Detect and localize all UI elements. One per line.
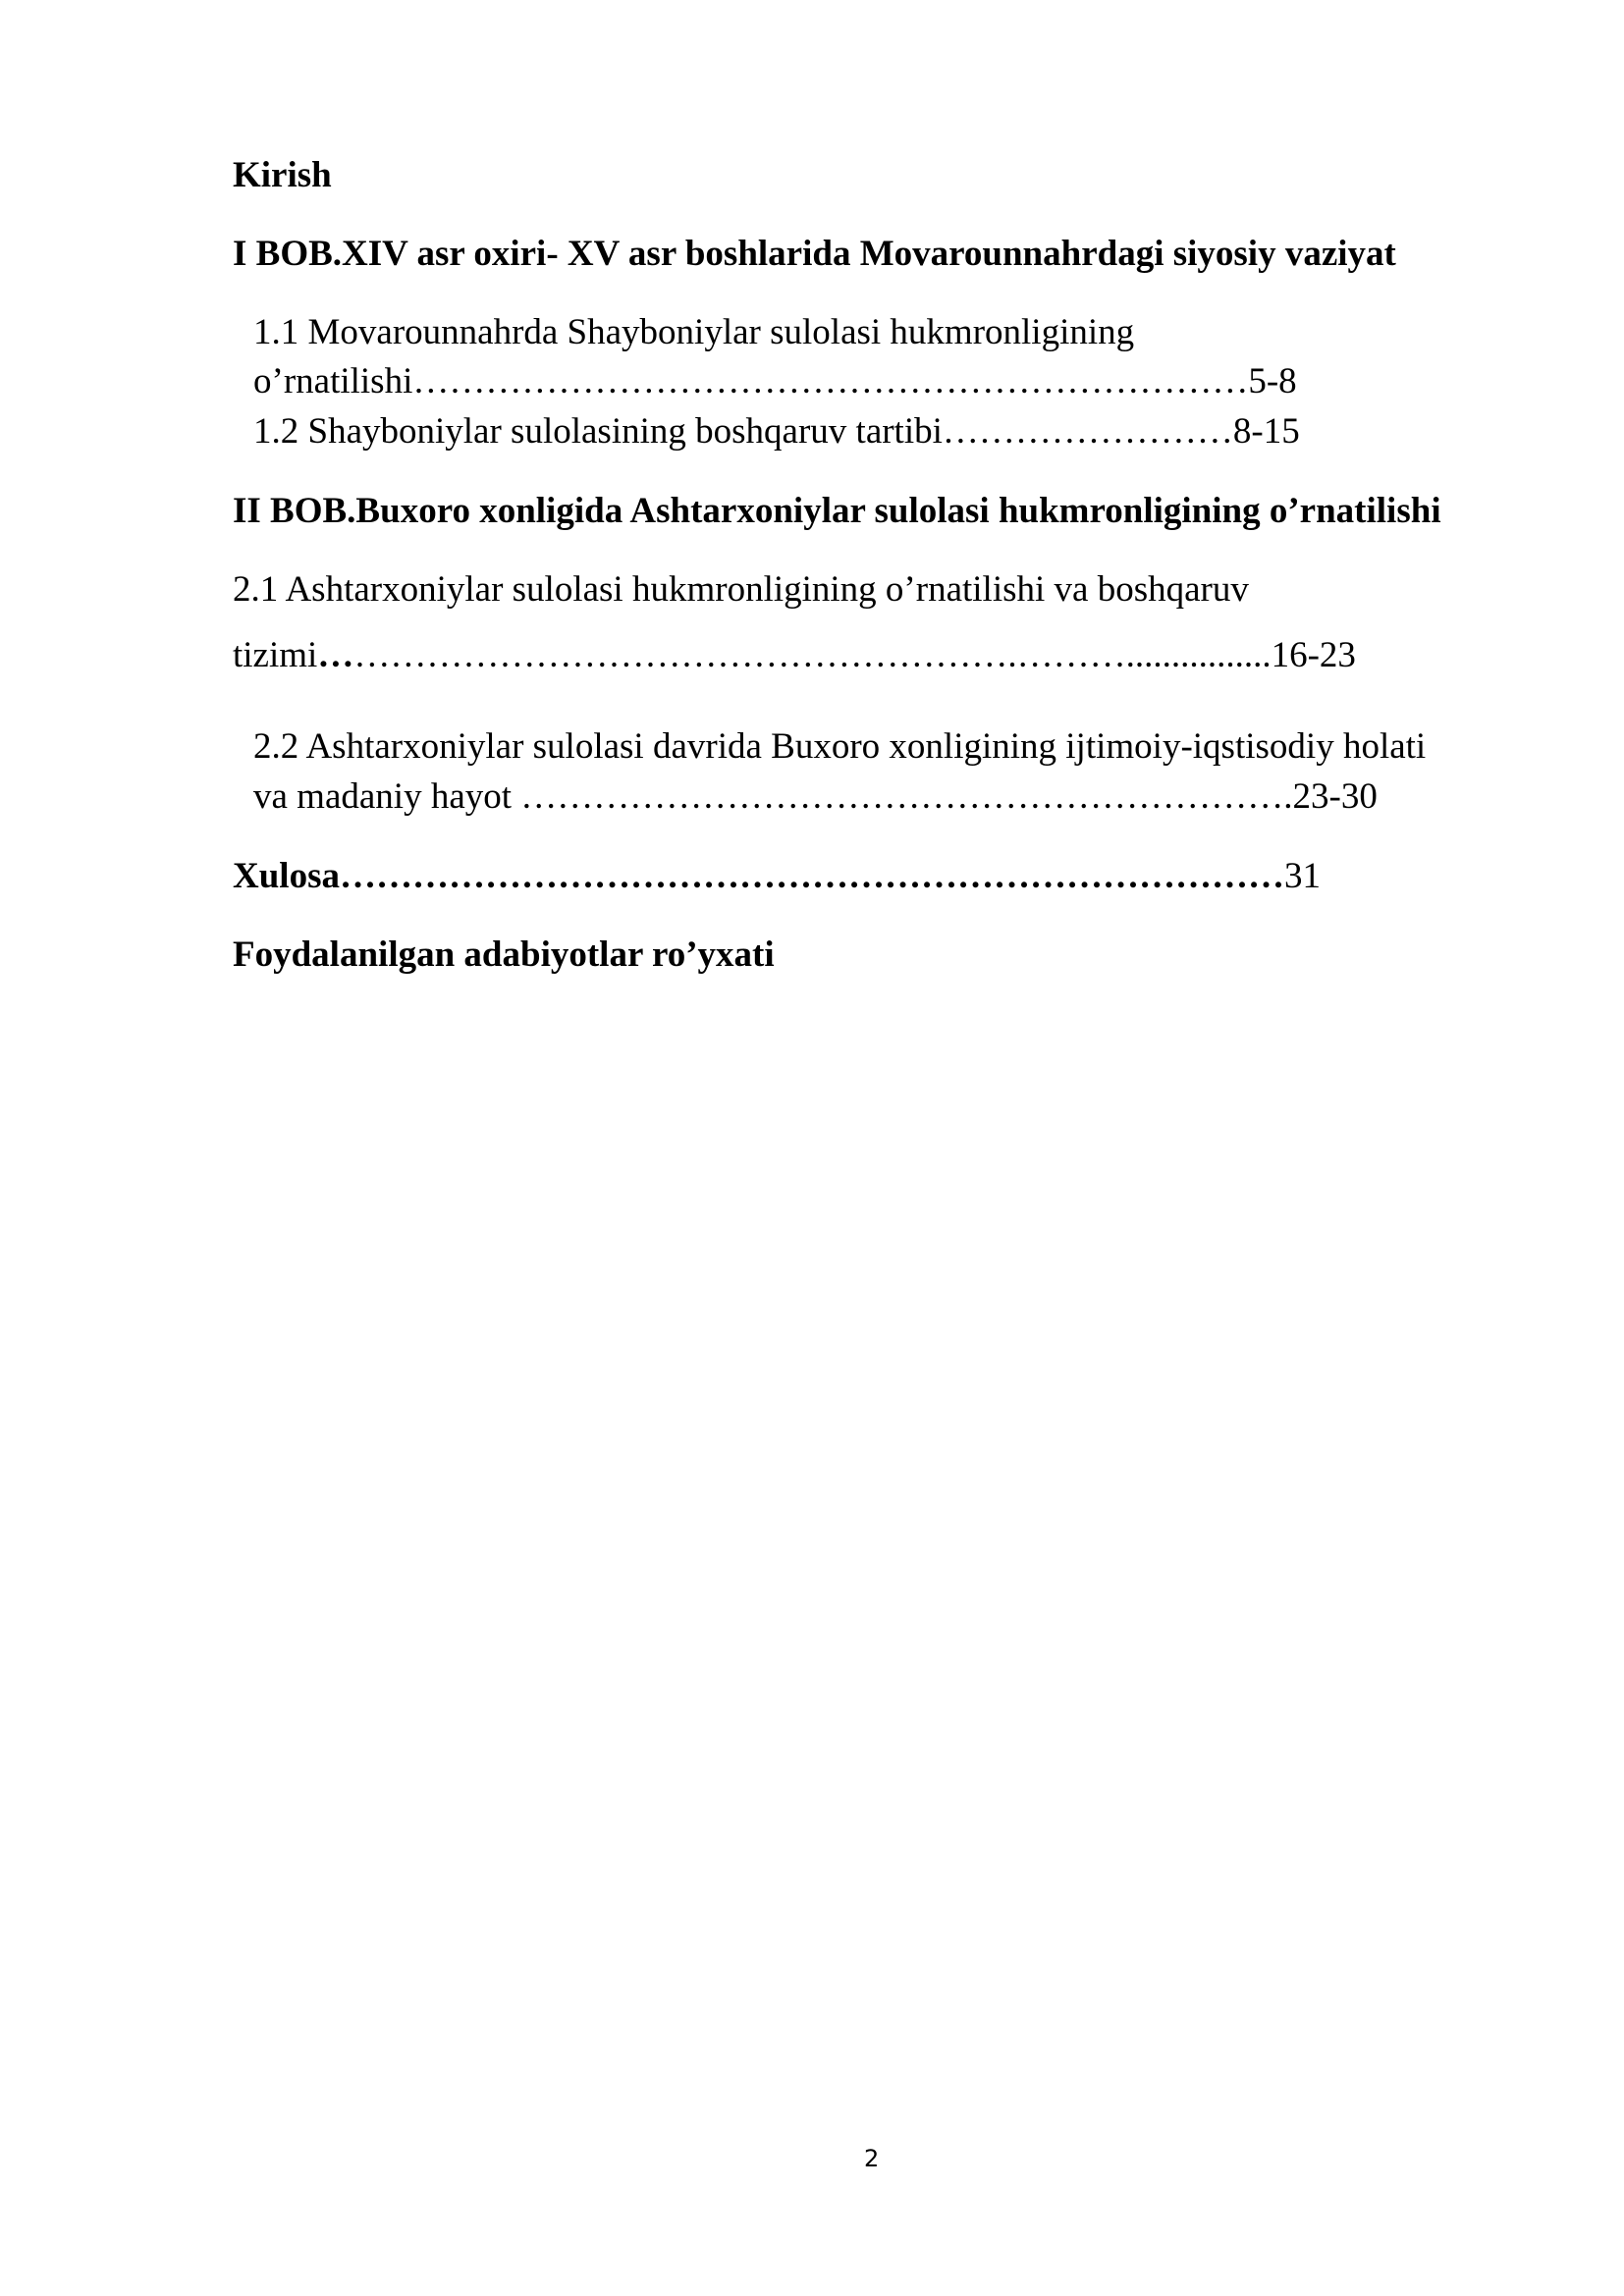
toc-section-2-1-line-1: 2.1 Ashtarxoniylar sulolasi hukmronligining o’rnatilishi va boshqaruv	[233, 569, 1249, 610]
toc-section-2-1-bold-dots: …	[317, 635, 354, 675]
page-number: 2	[864, 2145, 880, 2172]
toc-section-1-1-line-1: 1.1 Movarounnahrda Shayboniylar sulolasi hukmronligining	[253, 312, 1135, 352]
toc-section-1-2: 1.2 Shayboniylar sulolasining boshqaruv tartibi……………………8-15	[253, 411, 1300, 452]
toc-section-2-1-line-2	[233, 633, 1356, 678]
toc-kirish: Kirish	[233, 155, 332, 195]
toc-section-1-1-line-2: o’rnatilishi……………………………………………………………5-8	[253, 361, 1297, 401]
toc-chapter-1-title: I BOB.XIV asr oxiri- XV asr boshlarida Movarounnahrdagi siyosiy vaziyat	[233, 234, 1396, 274]
toc-section-2-1-word: tizimi	[233, 635, 318, 675]
toc-xulosa	[233, 854, 1321, 899]
toc-xulosa-label: Xulosa……………………………………………………………………	[233, 856, 1284, 896]
toc-references: Foydalanilgan adabiyotlar ro’yxati	[233, 934, 775, 975]
toc-section-2-2-line-2: va madaniy hayot ……………………………………………………….23-30	[253, 776, 1378, 817]
toc-section-2-2-line-1: 2.2 Ashtarxoniylar sulolasi davrida Buxoro xonligining ijtimoiy-iqstisodiy holati	[253, 726, 1427, 767]
toc-xulosa-page: 31	[1283, 856, 1321, 896]
toc-chapter-2-title: II BOB.Buxoro xonligida Ashtarxoniylar sulolasi hukmronligining o’rnatilishi	[233, 491, 1441, 531]
toc-section-2-1-leader: ……………………………………………….………................16-23	[353, 635, 1356, 675]
